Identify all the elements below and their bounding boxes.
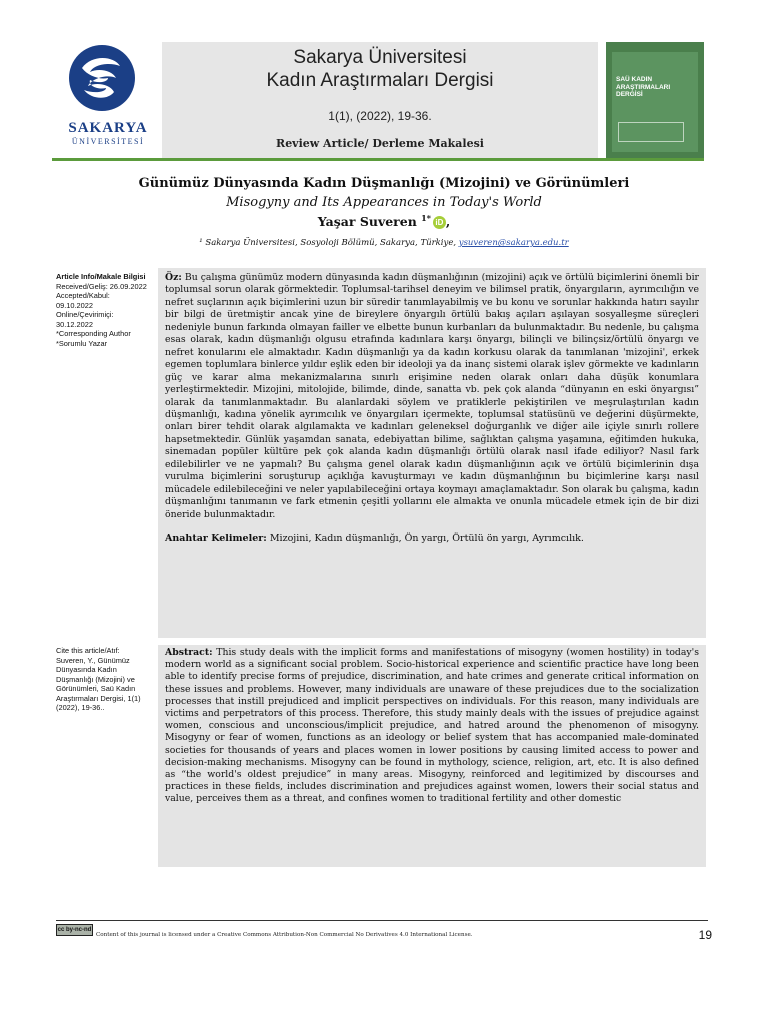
university-logo <box>56 44 160 156</box>
author-name: Yaşar Suveren <box>317 214 417 230</box>
footer-divider <box>56 920 708 921</box>
journal-name-line2: Kadın Araştırmaları Dergisi <box>266 70 494 91</box>
article-info-sidebar <box>56 272 148 348</box>
issue-info: 1(1), (2022), 19-36. <box>328 109 432 123</box>
orcid-icon[interactable]: iD <box>433 216 446 229</box>
affiliation-text: ¹ Sakarya Üniversitesi, Sosyoloji Bölümü, Sakarya, Türkiye, <box>199 238 457 248</box>
header-divider <box>52 158 704 161</box>
turkish-abstract <box>165 272 699 521</box>
page-number: 19 <box>698 928 712 942</box>
sakarya-logo-icon <box>68 44 136 112</box>
online-date: Online/Çevirimiçi: 30.12.2022 <box>56 310 114 329</box>
keywords-text: Mizojini, Kadın düşmanlığı, Ön yargı, Örtülü ön yargı, Ayrımcılık. <box>269 533 584 545</box>
logo-text: SAKARYA <box>68 120 148 136</box>
article-type: Review Article/ Derleme Makalesi <box>276 137 484 150</box>
abstract-text: This study deals with the implicit forms and manifestations of misogyny (women hostility) in today's modern world as a significant social problem. Socio-historical experience and scientific practice have long been able to identify precise forms of prejudice, discrimination, and hate crimes and generate critical information on these issues and problems. However, many individuals are unaware of these prejudices due to the socialization processes that instill prejudiced and implicit perspectives on individuals. For this reason, many individuals are victims and perpetrators of this process. Therefore, this study mainly deals with the issues of prejudice against women, conscious and unconscious/implicit prejudice, and hatred around the phenomenon of misogyny. Misogyny or fear of women, functions as an ideology or belief system that has accompanied male-dominated societies for thousands of years and places women in lower positions by causing limited access to power and decision-making mechanisms. Misogyny can be found in mythology, science, religion, art, etc. It is also defined as “the world's oldest prejudice” in many areas. Misogyny, reinforced and legitimized by discourses and practices in these fields, includes discrimination and prejudices against women, lowers their social status and value, perceives them as a threat, and confines women to traditional fertility and other domestic <box>165 647 699 805</box>
cover-decoration <box>618 122 684 142</box>
corresponding-note: *Corresponding Author <box>56 329 131 338</box>
article-subtitle: Misogyny and Its Appearances in Today's World <box>226 195 542 210</box>
journal-title-box <box>162 42 598 158</box>
author-line: Yaşar Suveren $^{1*}$ iD , <box>317 213 451 230</box>
affiliation <box>60 238 708 248</box>
keywords-label: Anahtar Kelimeler: <box>165 533 267 545</box>
accepted-date: Accepted/Kabul: 09.10.2022 <box>56 291 110 310</box>
english-abstract-box <box>158 645 706 867</box>
oz-label: Öz: <box>165 272 182 283</box>
sorumlu-note: *Sorumlu Yazar <box>56 338 108 348</box>
turkish-abstract-box <box>158 268 706 638</box>
english-abstract <box>165 647 699 806</box>
author-superscript: 1* <box>421 213 431 223</box>
keywords <box>165 533 699 545</box>
abstract-label: Abstract: <box>165 647 213 658</box>
logo-subtext: ÜNİVERSİTESİ <box>71 137 145 146</box>
oz-text: Bu çalışma günümüz modern dünyasında kadın düşmanlığının (mizojini) açık ve örtülü biçimlerini önemli bir toplumsal sorun olarak görmektedir. Toplumsal-tarihsel deneyim ve bilimsel pratik, önyargıların, ayrımcılığın ve nefret suçlarının açık biçimlerini uzun bir süredir tanımlayabilmiş ve bu konu ve sorunlar hakkında hatırı sayılır bir bilgi de üretmiştir ancak yine de bireylere önyargılı örtülü bakış açıları aşılayan sosyalleşme süreçleri nedeniyle bunun farkında olmayan failler ve elbette bunun kurbanları da bulunmaktadır. Bu nedenle, bu çalışma esas olarak, kadın düşmanlığı olgusu etrafında kadınlara karşı önyargı, bilinçli ve bilinçsiz/örtülü önyargı ve nefret konularını ele almaktadır. Kadın düşmanlığı ya da kadın korkusu olarak da tanımlanan 'mizojini', erkek egemen toplumlara binlerce yıldır eşlik eden bir ideoloji ya da inanç sistemi olarak işlev görmekte ve kadınların güç ve karar alma mekanizmalarına sınırlı erişimine neden olarak onları daha düşük konumlara yerleştirmektedir. Mizojini, mitolojide, bilimde, dinde, sanatta vb. pek çok alanda “dünyanın en eski önyargısı” olarak da tanımlanmaktadır. Bu alanlardaki söylem ve pratiklerle pekiştirilen ve meşrulaştırılan kadın düşmanlığı, kadına yönelik ayrımcılık ve önyargıları içermekte, toplumsal statüsünü ve değerini düşürmekte, onları birer tehdit olarak algılamakta ve kadınları geleneksel doğurganlık ve diğer aile içiyle sınırlı rollere hapsetmektedir. Günlük yaşamdan sanata, edebiyattan bilime, sağlıktan çalışma yaşamına, eğitimden hukuka, sinemadan popüler kültüre pek çok alanda kadın düşmanlığı örtülü olarak nasıl ifade ediliyor? Nasıl fark edilebilirler ve ne yapmalı? Bu çalışma genel olarak kadın düşmanlığının açık ve örtülü biçimlerinin dışa vurulma biçimlerini soruşturup açıklığa kavuşturmayı ve kadın düşmanlığının bu biçimlerine karşı nasıl mücadele edilebileceğini ve neler yapılabileceğini ortaya koymayı amaçlamaktadır. Son olarak bu çalışma, kadın düşmanlığını tanımanın ve fark etmenin çeşitli yollarını ele almakta ve onunla mücadele etmek için de bir dizi öneride bulunmaktadır. <box>165 272 699 520</box>
article-info-heading: Article Info/Makale Bilgisi <box>56 272 146 281</box>
journal-cover-image <box>606 42 704 158</box>
journal-name-line1: Sakarya Üniversitesi <box>293 47 467 68</box>
creative-commons-icon[interactable]: cc by-nc-nd <box>56 924 93 936</box>
article-title: Günümüz Dünyasında Kadın Düşmanlığı (Mizojini) ve Görünümleri <box>138 176 630 191</box>
license-text: Content of this journal is licensed under a Creative Commons Attribution-Non Commercial No Derivatives 4.0 International License. <box>96 932 473 938</box>
author-email-link[interactable]: ysuveren@sakarya.edu.tr <box>458 238 569 248</box>
cover-title: SAÜ KADIN ARAŞTIRMALARI DERGİSİ <box>616 76 671 98</box>
citation-info: Cite this article/Atıf: Suveren, Y., Günümüz Dünyasında Kadın Düşmanlığı (Mizojini) ve Görünümleri, Saü Kadın Araştırmaları Dergisi, 1(1) (2022), 19-36.. <box>56 646 141 712</box>
received-date: Received/Geliş: 26.09.2022 <box>56 281 147 291</box>
